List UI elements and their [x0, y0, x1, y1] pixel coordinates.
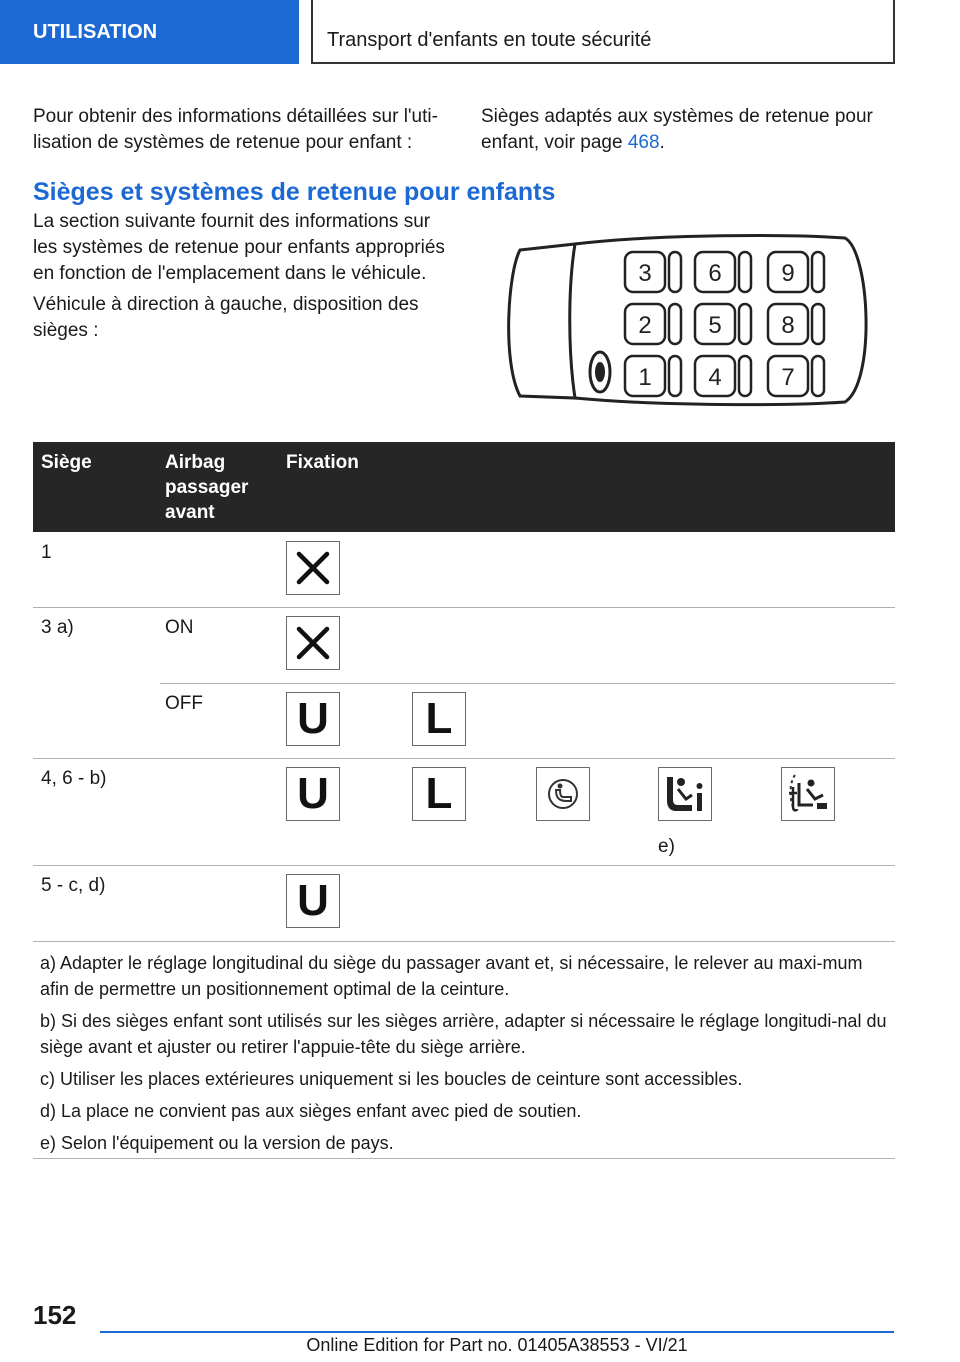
- header-seat: Siège: [41, 452, 92, 473]
- cross-icon: [286, 541, 340, 595]
- footnote-c: c) Utiliser les places extérieures uniquement si les boucles de ceinture sont accessibles.: [40, 1069, 743, 1089]
- isize-child-seat-icon: [658, 767, 712, 821]
- seat-6-backrest: [739, 252, 751, 292]
- edition-text: Online Edition for Part no. 01405A38553 - VI/21: [306, 1335, 688, 1355]
- isofix-anchor-seat-icon: [781, 767, 835, 821]
- seat-8-label: 8: [781, 312, 795, 339]
- intro-right-prefix: Sièges adaptés aux systèmes de retenue pour enfant, voir page: [481, 106, 873, 153]
- child-seat-circle-icon: [536, 767, 590, 821]
- page-title: Transport d'enfants en toute sécurité: [311, 0, 895, 64]
- seat-4-backrest: [739, 356, 751, 396]
- seat-8-backrest: [812, 304, 824, 344]
- footnote-b: b) Si des sièges enfant sont utilisés sur les sièges arrière, adapter si nécessaire le réglage longitudi-nal du siège avant et ajuster ou retirer l'appuie-tête du siège arrière.: [40, 1011, 887, 1057]
- universal-U-icon-letter: U: [297, 694, 329, 743]
- L-icon: [412, 692, 466, 746]
- seat-layout-diagram: [500, 232, 880, 408]
- cell-seat: 4, 6 - b): [41, 768, 107, 789]
- cross-icon: [286, 616, 340, 670]
- universal-U-icon-letter: U: [297, 876, 329, 925]
- section-paragraph-2: Véhicule à direction à gauche, disposition des sièges :: [33, 294, 419, 341]
- section-tab[interactable]: UTILISATION: [0, 0, 299, 64]
- row-divider: [33, 607, 895, 608]
- seat-6-label: 6: [708, 260, 722, 287]
- footnotes: [40, 950, 890, 1162]
- page-link-468[interactable]: 468: [627, 132, 660, 153]
- intro-left-text: Pour obtenir des informations détaillées sur l'uti-lisation de systèmes de retenue pour enfant :: [33, 106, 438, 153]
- header-fixation: Fixation: [286, 452, 359, 473]
- universal-U-icon-letter: U: [297, 769, 329, 818]
- universal-U-icon: [286, 692, 340, 746]
- cell-airbag: ON: [165, 617, 194, 638]
- cell-seat: 3 a): [41, 617, 74, 638]
- seat-3-backrest: [669, 252, 681, 292]
- L-icon-letter: L: [425, 694, 453, 743]
- seat-4-label: 4: [708, 364, 722, 391]
- seat-2-backrest: [669, 304, 681, 344]
- footnote-d: d) La place ne convient pas aux sièges enfant avec pied de soutien.: [40, 1101, 582, 1121]
- L-icon: [412, 767, 466, 821]
- header-airbag: Airbag passager avant: [165, 452, 249, 523]
- cell-seat: 5 - c, d): [41, 875, 106, 896]
- universal-U-icon: [286, 874, 340, 928]
- seat-1-label: 1: [638, 364, 652, 391]
- row-divider: [33, 758, 895, 759]
- cell-note: e): [658, 836, 675, 857]
- footnote-e: e) Selon l'équipement ou la version de pays.: [40, 1133, 394, 1153]
- seat-9-label: 9: [781, 260, 795, 287]
- universal-U-icon: [286, 767, 340, 821]
- row-divider: [33, 865, 895, 866]
- seat-1-backrest: [669, 356, 681, 396]
- table-header: [33, 442, 895, 532]
- seat-7-label: 7: [781, 364, 795, 391]
- section-heading: Sièges et systèmes de retenue pour enfants: [33, 178, 556, 206]
- footnote-a: a) Adapter le réglage longitudinal du siège du passager avant et, si nécessaire, le relever au maxi-mum afin de permettre un positionnement optimal de la ceinture.: [40, 953, 863, 999]
- row-divider: [33, 941, 895, 942]
- intro-right-suffix: .: [659, 132, 665, 153]
- cell-seat: 1: [41, 542, 52, 563]
- seat-5-label: 5: [708, 312, 722, 339]
- seat-7-backrest: [812, 356, 824, 396]
- footer-rule: [100, 1331, 894, 1333]
- page-number: 152: [33, 1300, 77, 1330]
- seat-9-backrest: [812, 252, 824, 292]
- seat-2-label: 2: [638, 312, 652, 339]
- seat-5-backrest: [739, 304, 751, 344]
- steering-wheel-icon: [590, 352, 610, 392]
- table-bottom-rule: [33, 1158, 895, 1159]
- seat-3-label: 3: [638, 260, 652, 287]
- intro-right-text: [481, 104, 895, 156]
- row-divider: [160, 683, 895, 684]
- section-paragraph-1: La section suivante fournit des informations sur les systèmes de retenue pour enfants appropriés en fonction de l'emplacement dans le véhicule.: [33, 211, 445, 284]
- L-icon-letter: L: [425, 769, 453, 818]
- cell-airbag: OFF: [165, 693, 203, 714]
